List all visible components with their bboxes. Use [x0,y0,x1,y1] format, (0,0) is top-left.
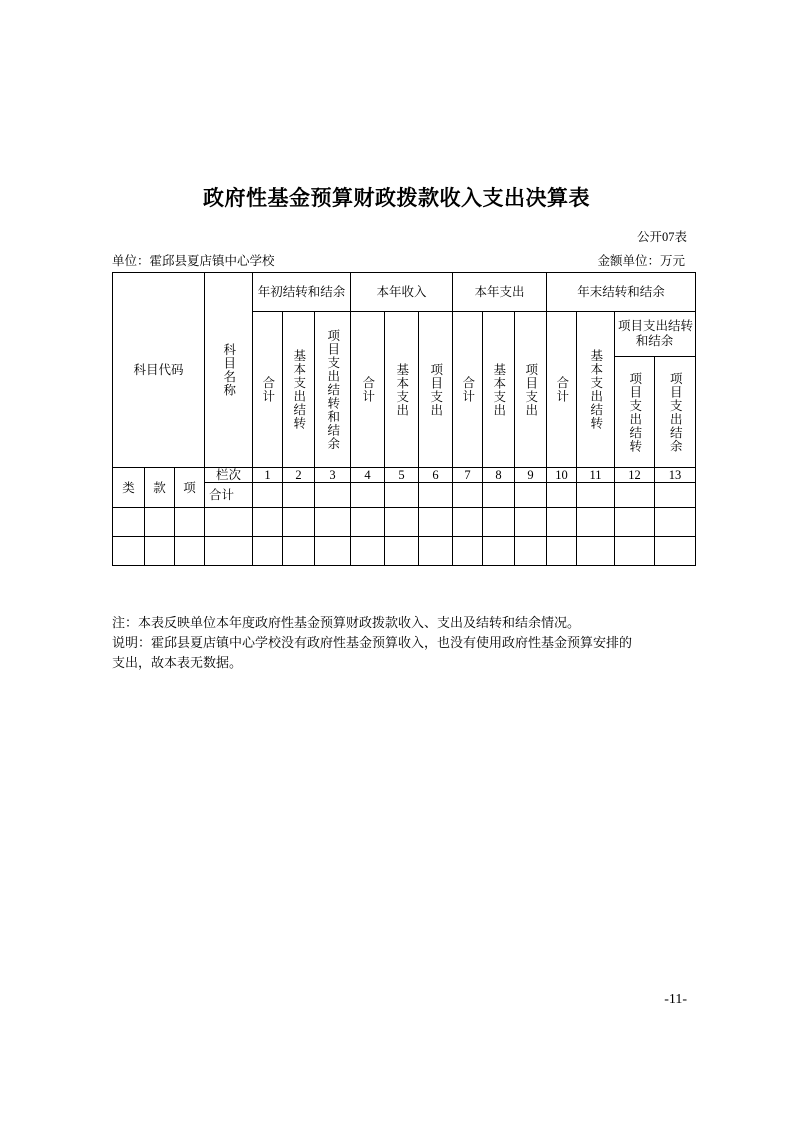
header-income-basic [385,312,419,468]
colnum-8: 8 [483,468,515,483]
header-begin-total-label: 合计 [260,376,275,403]
row-label-lanci [205,468,253,483]
header-end-project-carry-label: 项目支出结转 [627,371,642,453]
row2-c2 [283,537,315,566]
row1-c11 [577,508,615,537]
row2-c4 [351,537,385,566]
header-income-total-label: 合计 [360,376,375,403]
row1-c9 [515,508,547,537]
colnum-13: 13 [655,468,696,483]
row2-c3 [315,537,351,566]
colnum-11: 11 [577,468,615,483]
form-code-label: 公开07表 [636,230,687,244]
row2-c8 [483,537,515,566]
header-end-project-group [615,312,696,357]
row2-name [205,537,253,566]
header-name-label: 科目名称 [221,343,236,397]
header-end-project-carry [615,357,655,468]
total-cell-10 [547,483,577,508]
table-row [113,537,696,566]
table-row [113,508,696,537]
column-number-row [113,468,696,483]
row1-c8 [483,508,515,537]
total-cell-6 [419,483,453,508]
total-cell-7 [453,483,483,508]
row1-c2 [283,508,315,537]
row1-name [205,508,253,537]
colnum-4: 4 [351,468,385,483]
header-expense-project [515,312,547,468]
row-label-lanci-label: 栏次 [215,468,241,482]
code-col-lei-label: 类 [122,480,135,495]
header-income-basic-label: 基本支出 [394,362,409,417]
header-end-balance-label: 年末结转和结余 [577,284,665,299]
code-col-kuan [145,468,175,508]
header-begin-project-label: 项目支出结转和结余 [325,328,340,451]
header-expense-project-label: 项目支出 [523,362,538,417]
colnum-10: 10 [547,468,577,483]
header-expense-total-label: 合计 [460,376,475,403]
header-end-total [547,312,577,468]
header-begin-basic [283,312,315,468]
explain-line-1: 说明：霍邱县夏店镇中心学校没有政府性基金预算收入，也没有使用政府性基金预算安排的 [112,634,633,650]
row2-code-lei [113,537,145,566]
header-end-project-surplus [655,357,696,468]
budget-table [112,272,696,566]
row2-c13 [655,537,696,566]
header-end-project-group-label: 项目支出结转和结余 [618,319,694,348]
total-cell-12 [615,483,655,508]
row1-c5 [385,508,419,537]
amount-unit-label: 金额单位：万元 [597,254,685,268]
colnum-3: 3 [315,468,351,483]
row2-code-kuan [145,537,175,566]
header-expense-total [453,312,483,468]
unit-label: 单位：霍邱县夏店镇中心学校 [112,254,275,268]
total-cell-2 [283,483,315,508]
header-begin-project [315,312,351,468]
header-begin-basic-label: 基本支出结转 [291,349,306,430]
row1-c4 [351,508,385,537]
row1-code-xiang [175,508,205,537]
row1-c12 [615,508,655,537]
header-row-groups [113,273,696,312]
total-cell-4 [351,483,385,508]
colnum-6: 6 [419,468,453,483]
header-name [205,273,253,468]
page-title: 政府性基金预算财政拨款收入支出决算表 [203,187,590,210]
colnum-9: 9 [515,468,547,483]
total-cell-8 [483,483,515,508]
code-col-xiang [175,468,205,508]
colnum-2: 2 [283,468,315,483]
total-row-label: 合计 [205,483,253,508]
header-expense-basic [483,312,515,468]
header-income-project-label: 项目支出 [428,362,443,417]
row1-code-lei [113,508,145,537]
row1-code-kuan [145,508,175,537]
row1-c6 [419,508,453,537]
note-line: 注：本表反映单位本年度政府性基金预算财政拨款收入、支出及结转和结余情况。 [112,615,581,630]
header-code-label: 科目代码 [133,362,184,377]
header-end-balance [547,273,696,312]
row2-c12 [615,537,655,566]
total-cell-9 [515,483,547,508]
header-end-basic-label: 基本支出结转 [588,349,603,430]
row2-c6 [419,537,453,566]
colnum-5: 5 [385,468,419,483]
row2-c7 [453,537,483,566]
row1-c7 [453,508,483,537]
header-year-income-label: 本年收入 [376,284,427,299]
header-begin-balance-label: 年初结转和结余 [257,284,346,299]
row1-c1 [253,508,283,537]
header-end-total-label: 合计 [554,376,569,403]
explain-line-2: 支出，故本表无数据。 [112,654,243,670]
header-end-project-surplus-label: 项目支出结余 [668,371,683,453]
code-col-xiang-label: 项 [183,480,196,495]
code-col-lei [113,468,145,508]
row2-c1 [253,537,283,566]
header-code [113,273,205,468]
meta-row [112,251,685,269]
header-income-total [351,312,385,468]
header-year-income [351,273,453,312]
header-year-expense-label: 本年支出 [474,284,525,299]
row1-c13 [655,508,696,537]
header-expense-basic-label: 基本支出 [491,362,506,417]
total-cell-13 [655,483,696,508]
colnum-1: 1 [253,468,283,483]
row2-code-xiang [175,537,205,566]
header-begin-balance [253,273,351,312]
row2-c5 [385,537,419,566]
page-number: -11- [664,992,687,1007]
header-income-project [419,312,453,468]
notes-block [112,613,690,672]
row2-c9 [515,537,547,566]
row2-c11 [577,537,615,566]
row1-c10 [547,508,577,537]
total-cell-5 [385,483,419,508]
row2-c10 [547,537,577,566]
total-cell-3 [315,483,351,508]
total-cell-1 [253,483,283,508]
colnum-12: 12 [615,468,655,483]
header-year-expense [453,273,547,312]
header-end-basic [577,312,615,468]
row1-c3 [315,508,351,537]
total-cell-11 [577,483,615,508]
code-col-kuan-label: 款 [153,480,166,495]
header-begin-total [253,312,283,468]
colnum-7: 7 [453,468,483,483]
